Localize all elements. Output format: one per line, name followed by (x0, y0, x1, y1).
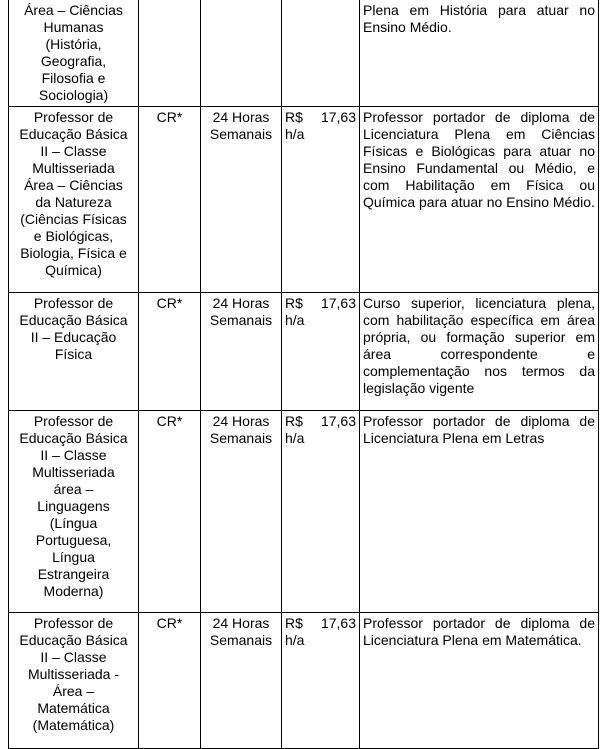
vencimento-unit: h/a (285, 312, 305, 328)
cargo-cell (9, 107, 139, 293)
vencimento-cell (282, 411, 360, 613)
vagas-cell (139, 411, 201, 613)
cargo-cell (9, 0, 139, 107)
carga-cell (201, 0, 282, 107)
vencimento-value: R$ 17,63 (285, 615, 356, 631)
vencimento-unit: h/a (285, 632, 305, 648)
cargo-text: Professor de Educação Básica II – Classe Multisseriada área – Linguagens (Língua Portuguesa, Língua Estrangeira Moderna) (19, 413, 128, 599)
carga-cell (201, 293, 282, 411)
requisitos-cell (360, 411, 599, 613)
vencimento-value: R$ 17,63 (285, 295, 356, 311)
vagas-cell (139, 613, 201, 749)
vencimento-cell (282, 107, 360, 293)
carga-text: 24 Horas Semanais (209, 413, 273, 446)
vencimento-amount: R$ (285, 295, 303, 311)
cargo-text: Área – Ciências Humanas (História, Geografia, Filosofia e Sociologia) (24, 2, 123, 103)
cargo-cell (9, 613, 139, 749)
vagas-cell (139, 0, 201, 107)
vencimento-unit: h/a (285, 126, 305, 142)
table-row (9, 293, 599, 411)
table-row (9, 613, 599, 749)
cargo-cell (9, 293, 139, 411)
vencimento-amount: R$ (285, 413, 303, 429)
vagas-cell (139, 293, 201, 411)
cargo-text: Professor de Educação Básica II – Educação Física (19, 295, 128, 362)
vencimento-cell (282, 613, 360, 749)
requisitos-cell (360, 0, 599, 107)
vencimento-cell (282, 293, 360, 411)
cargos-table (8, 0, 599, 749)
vagas-text: CR* (156, 615, 183, 631)
requisitos-text: Curso superior, licenciatura plena, com habilitação específica em área própria, ou formação superior em área correspondente e complementação nos termos da legislação vigente (363, 295, 595, 396)
table-row (9, 0, 599, 107)
vencimento-unit: h/a (285, 430, 305, 446)
vagas-text: CR* (156, 109, 183, 125)
requisitos-text: Professor portador de diploma de Licenciatura Plena em Ciências Físicas e Biológicas para atuar no Ensino Fundamental ou Médio, e com Habilitação em Física ou Química para atuar no Ensino Médio. (363, 109, 595, 210)
vagas-cell (139, 107, 201, 293)
carga-text: 24 Horas Semanais (209, 615, 273, 648)
vencimento-cell (282, 0, 360, 107)
requisitos-text: Professor portador de diploma de Licenciatura Plena em Letras (363, 413, 595, 446)
vencimento-amount: R$ (285, 109, 303, 125)
table-row (9, 107, 599, 293)
requisitos-cell (360, 293, 599, 411)
requisitos-cell (360, 107, 599, 293)
table-row (9, 411, 599, 613)
requisitos-text: Professor portador de diploma de Licenciatura Plena em Matemática. (363, 615, 595, 648)
vagas-text: CR* (156, 413, 183, 429)
carga-text: 24 Horas Semanais (209, 109, 273, 142)
requisitos-text: Plena em História para atuar no Ensino Médio. (363, 2, 595, 35)
cargo-cell (9, 411, 139, 613)
vencimento-amount: R$ (285, 615, 303, 631)
vencimento-value: R$ 17,63 (285, 413, 356, 429)
carga-cell (201, 411, 282, 613)
cargo-text: Professor de Educação Básica II – Classe Multisseriada - Área – Matemática (Matemática) (19, 615, 128, 733)
carga-cell (201, 107, 282, 293)
cargo-text: Professor de Educação Básica II – Classe Multisseriada Área – Ciências da Natureza (Ciências Físicas e Biológicas, Biologia, Física e Química) (19, 109, 128, 278)
vencimento-value: R$ 17,63 (285, 109, 356, 125)
carga-cell (201, 613, 282, 749)
vagas-text: CR* (156, 295, 183, 311)
carga-text: 24 Horas Semanais (209, 295, 273, 328)
requisitos-cell (360, 613, 599, 749)
